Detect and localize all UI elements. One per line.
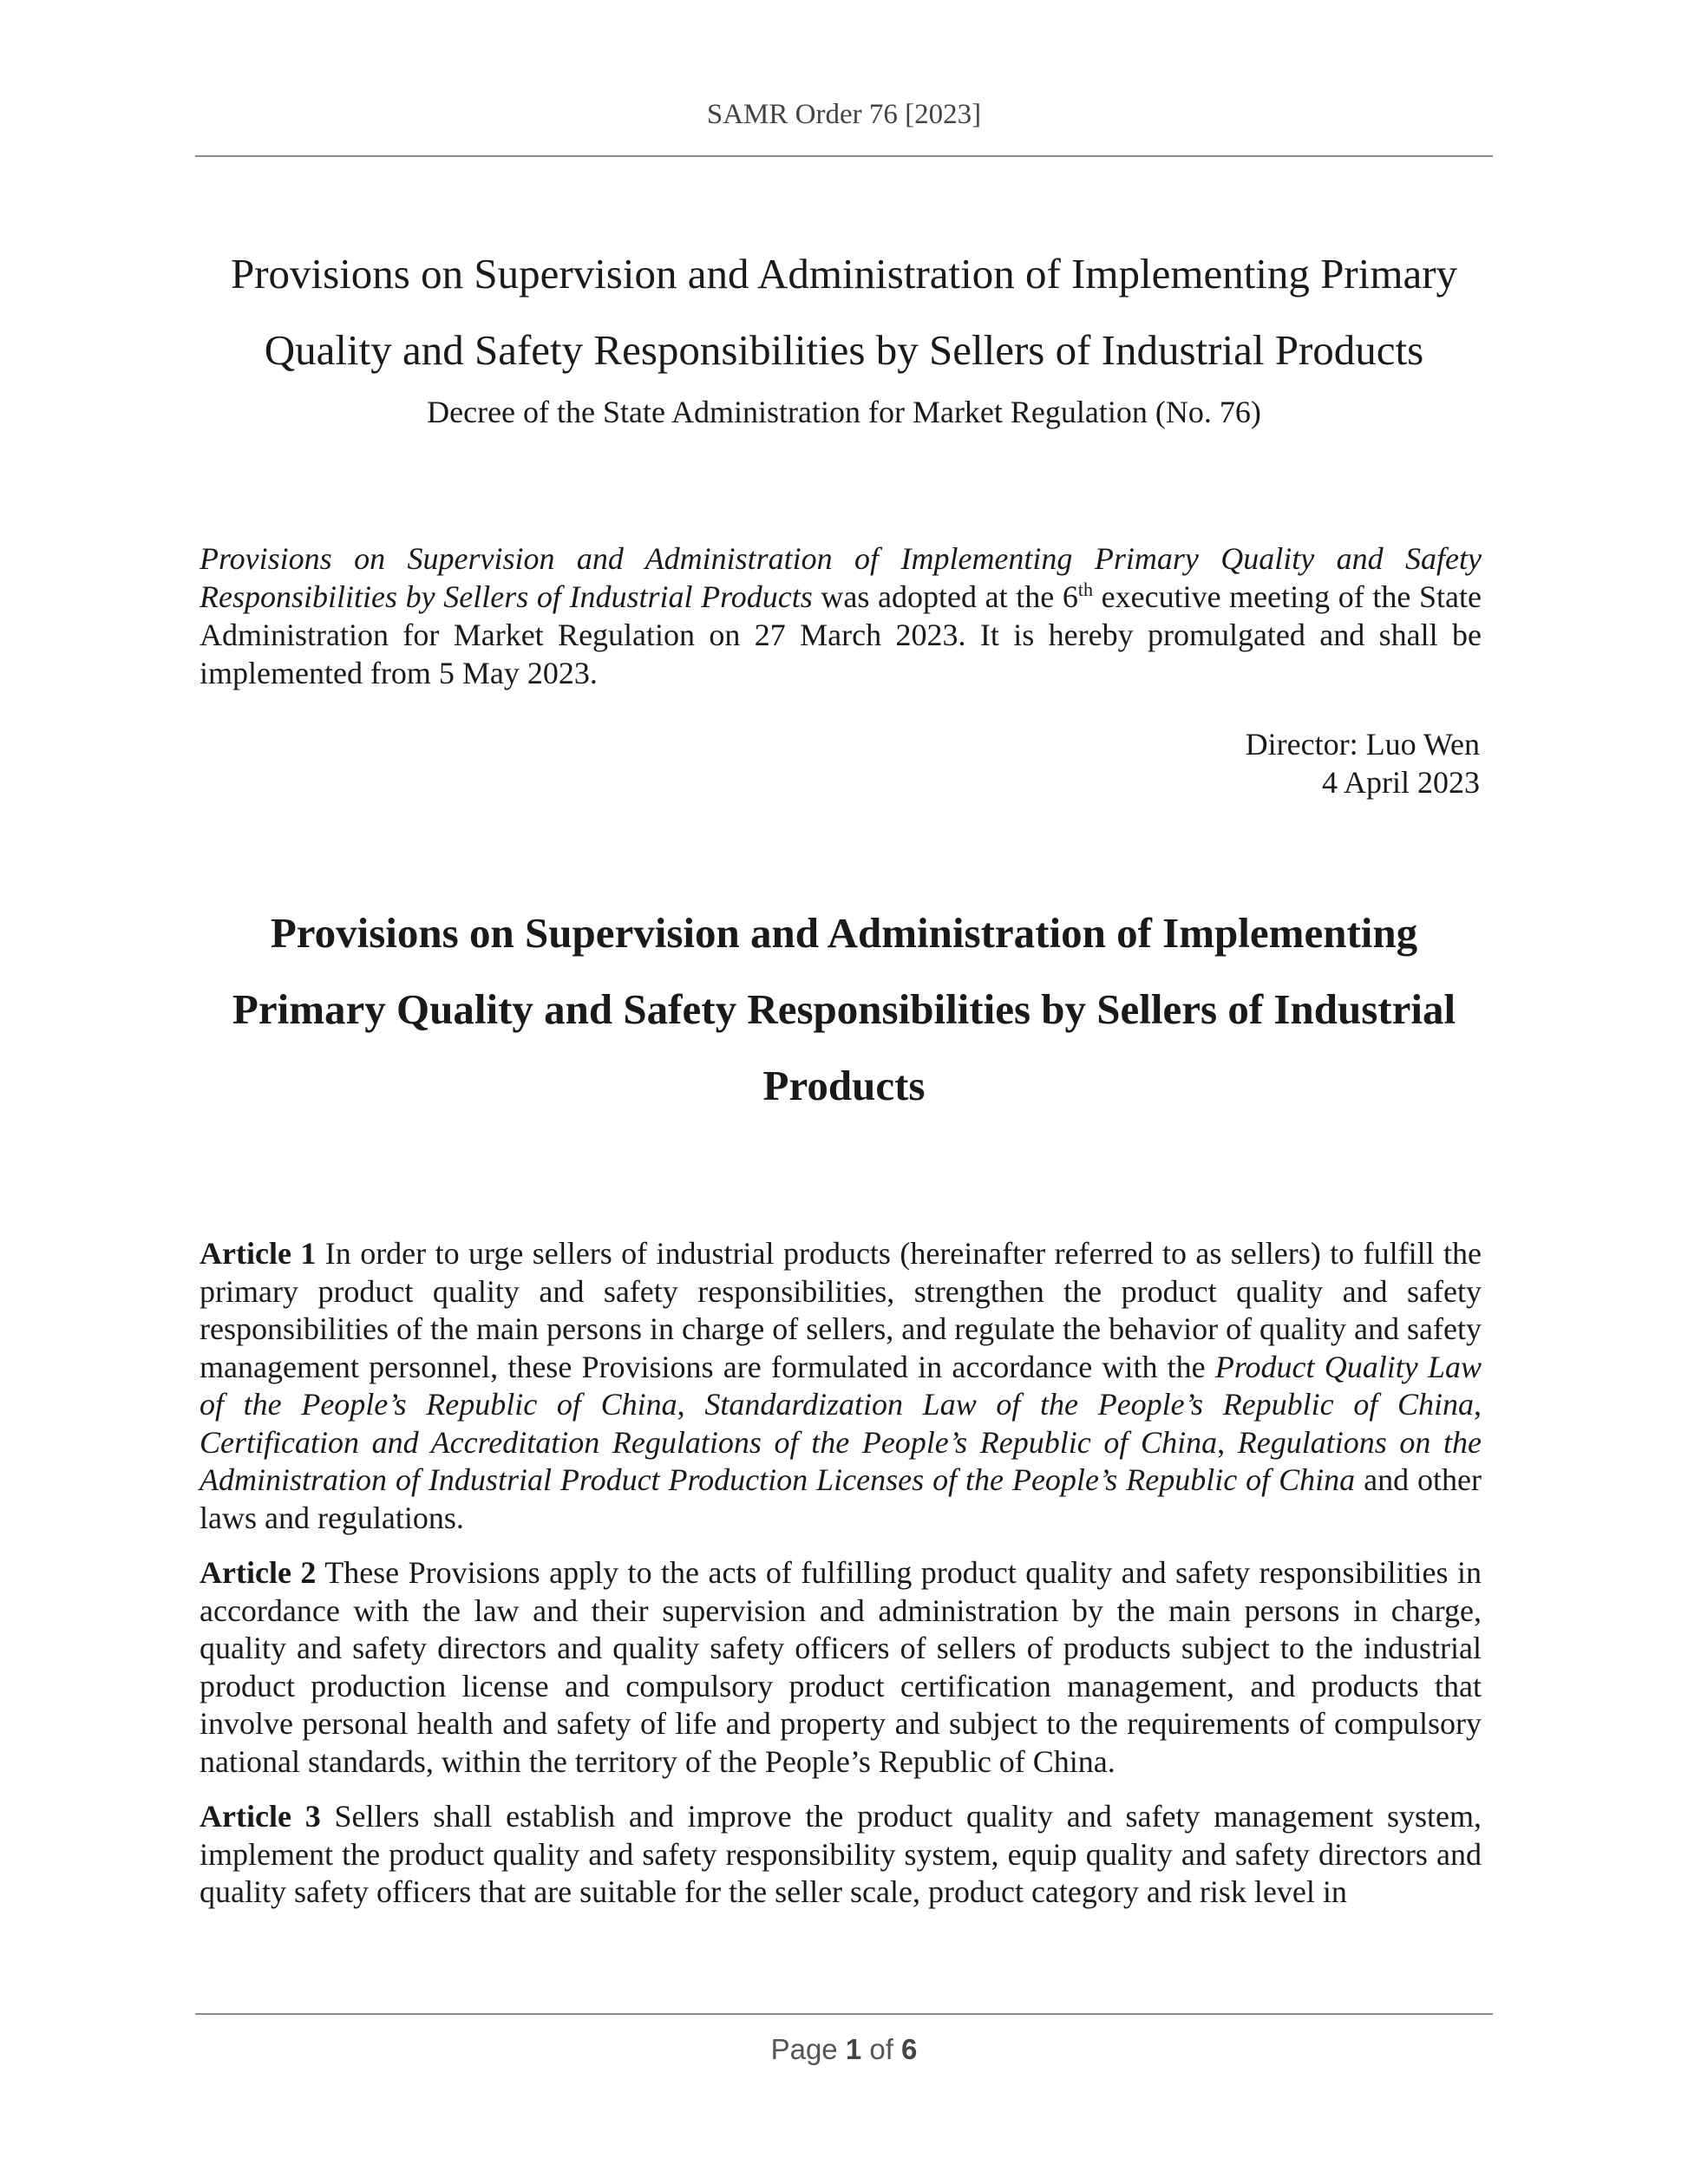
article-1-text-1: In order to urge sellers of industrial products (hereinafter referred to as sellers) to fulfill the primary product quality and safety responsibilities, strengthen the product quality and safety responsibilities of the main persons in charge of sellers, and regulate the behavior of quality and safety management personnel, these Provisions are formulated in accordance with the (200, 1236, 1482, 1384)
article-1-sep-3: , (1217, 1424, 1238, 1460)
article-3-label: Article 3 (200, 1799, 321, 1834)
article-1-sep-1: , (677, 1387, 705, 1422)
provisions-title-line-1: Provisions on Supervision and Administration of Implementing (270, 909, 1418, 957)
decree-subtitle: Decree of the State Administration for Market Regulation (No. 76) (427, 395, 1261, 429)
article-1-law-3: Certification and Accreditation Regulations of the People’s Republic of China (200, 1424, 1218, 1460)
page-word: Page (770, 2033, 846, 2065)
preamble-superscript: th (1077, 579, 1093, 600)
page-footer (195, 2033, 1493, 2066)
article-2-label: Article 2 (200, 1555, 317, 1590)
provisions-title-line-2: Primary Quality and Safety Responsibilities by Sellers of Industrial (232, 985, 1456, 1033)
director-name: Director: Luo Wen (1245, 727, 1480, 762)
header-rule (195, 155, 1493, 157)
of-word: of (861, 2033, 902, 2065)
title-block (195, 236, 1493, 434)
article-1-sep-2: , (1474, 1387, 1482, 1422)
preamble-paragraph (200, 539, 1482, 692)
article-2 (200, 1554, 1482, 1781)
article-1-law-2: Standardization Law of the People’s Republic of China (704, 1387, 1475, 1422)
running-header: SAMR Order 76 [2023] (706, 99, 982, 130)
footer-rule (195, 2013, 1493, 2015)
articles-section (200, 1235, 1482, 1929)
page-total: 6 (901, 2033, 918, 2065)
document-title (195, 236, 1493, 389)
document-title-line-1: Provisions on Supervision and Administration of Implementing Primary (230, 250, 1458, 298)
article-1-text-2: and other laws and regulations. (200, 1462, 1482, 1535)
article-1-label: Article 1 (200, 1236, 317, 1271)
preamble-text-1: was adopted at the 6 (812, 579, 1078, 614)
provisions-title (195, 895, 1493, 1124)
signature-block (1246, 725, 1480, 801)
preamble-italic-title: Provisions on Supervision and Administration of Implementing Primary Quality and Safety Responsibilities by Sellers of Industrial Products (200, 541, 1482, 614)
article-3-text: Sellers shall establish and improve the product quality and safety management system, implement the product quality and safety responsibility system, equip quality and safety directors and quality safety officers that are suitable for the seller scale, product category and risk level in (200, 1799, 1482, 1909)
article-3 (200, 1798, 1482, 1912)
article-2-text: These Provisions apply to the acts of fulfilling product quality and safety responsibilities in accordance with the law and their supervision and administration by the main persons in charge, quality and safety directors and quality safety officers of sellers of products subject to the industrial product production license and compulsory product certification management, and products that involve personal health and safety of life and property and subject to the requirements of compulsory national standards, within the territory of the People’s Republic of China. (200, 1555, 1482, 1779)
document-title-line-2: Quality and Safety Responsibilities by Sellers of Industrial Products (264, 326, 1424, 374)
signature-date: 4 April 2023 (1321, 765, 1480, 800)
article-1-law-4: Regulations on the Administration of Industrial Product Production Licenses of the People’s Republic of China (200, 1424, 1482, 1497)
article-1-law-1: Product Quality Law of the People’s Republic of China (200, 1349, 1482, 1422)
preamble-text-2: executive meeting of the State Administration for Market Regulation on 27 March 2023. It is hereby promulgated and shall be implemented from 5 May 2023. (200, 579, 1482, 690)
page-current: 1 (845, 2033, 862, 2065)
provisions-title-line-3: Products (762, 1062, 926, 1109)
article-1 (200, 1235, 1482, 1537)
